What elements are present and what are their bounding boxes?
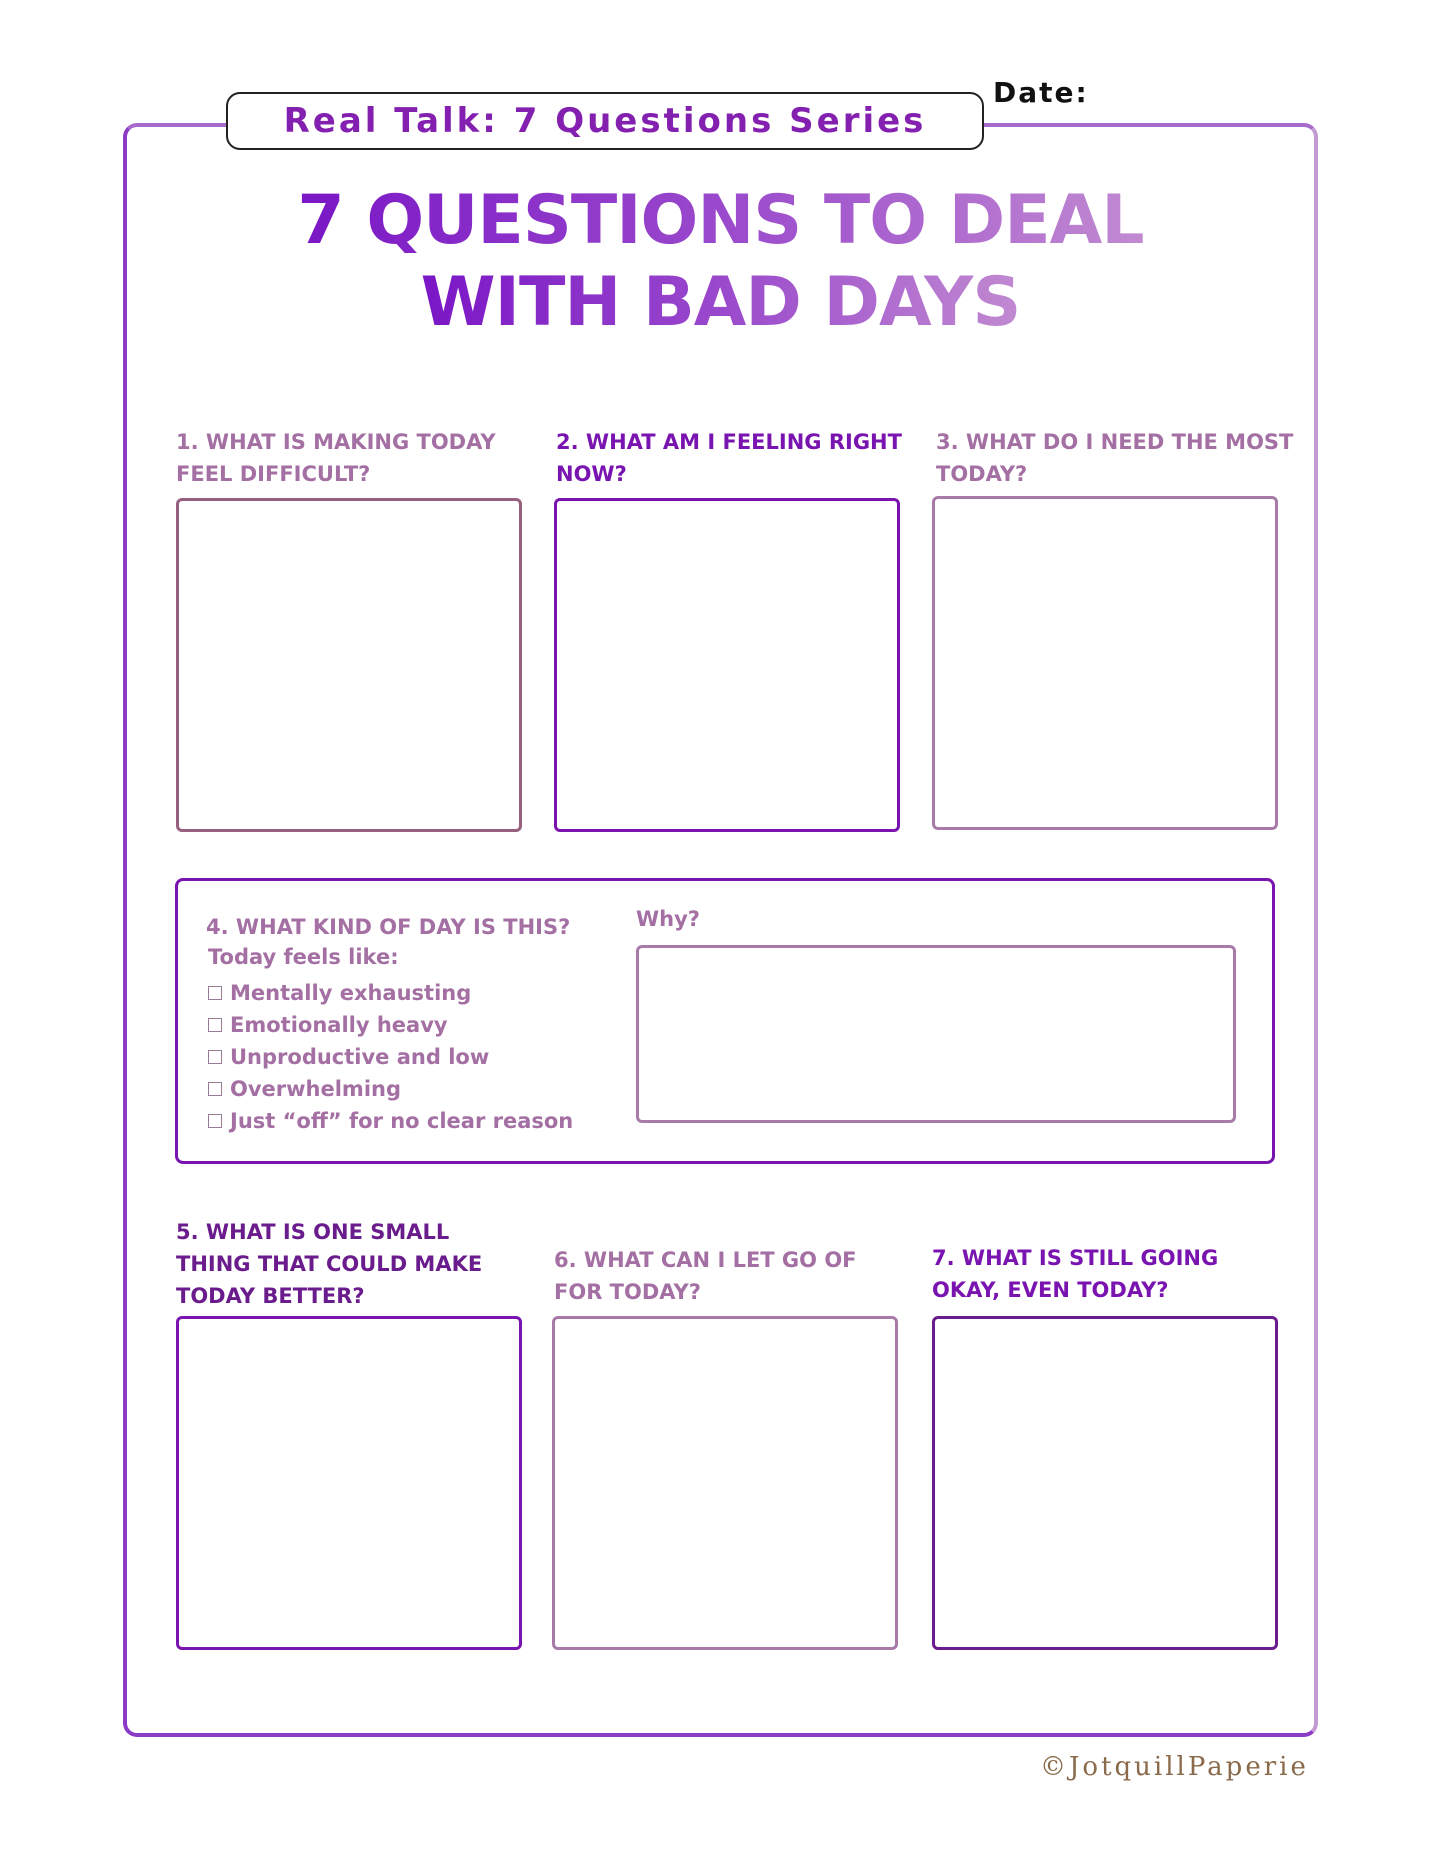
question-1-line-2: FEEL DIFFICULT? <box>176 462 371 486</box>
series-title: Real Talk: 7 Questions Series <box>283 101 927 141</box>
checkbox-icon[interactable] <box>208 1018 222 1032</box>
page-title-line-1: 7 QUESTIONS TO DEAL <box>297 181 1144 260</box>
question-5-line-1: 5. WHAT IS ONE SMALL <box>176 1220 450 1244</box>
question-3-answer-box[interactable] <box>932 496 1278 830</box>
option-unproductive-and-low[interactable] <box>208 1041 573 1073</box>
question-3-line-2: TODAY? <box>936 462 1028 486</box>
page-title-line-2: WITH BAD DAYS <box>420 263 1021 342</box>
question-2-line-1: 2. WHAT AM I FEELING RIGHT <box>556 430 902 454</box>
question-5-label <box>176 1216 482 1312</box>
option-label: Unproductive and low <box>230 1045 490 1069</box>
question-7-answer-box[interactable] <box>932 1316 1278 1650</box>
question-7-line-2: OKAY, EVEN TODAY? <box>932 1278 1169 1302</box>
question-3-label <box>936 426 1293 490</box>
option-label: Just “off” for no clear reason <box>230 1109 574 1133</box>
question-6-line-2: FOR TODAY? <box>554 1280 701 1304</box>
question-3-line-1: 3. WHAT DO I NEED THE MOST <box>936 430 1294 454</box>
option-just-off[interactable] <box>208 1105 573 1137</box>
question-4-panel <box>175 878 1275 1164</box>
option-emotionally-heavy[interactable] <box>208 1009 573 1041</box>
checkbox-icon[interactable] <box>208 986 222 1000</box>
question-5-line-3: TODAY BETTER? <box>176 1284 365 1308</box>
question-7-label <box>932 1242 1218 1306</box>
question-1-line-1: 1. WHAT IS MAKING TODAY <box>176 430 496 454</box>
checkbox-icon[interactable] <box>208 1114 222 1128</box>
page-title <box>123 180 1318 344</box>
question-5-line-2: THING THAT COULD MAKE <box>176 1252 483 1276</box>
option-mentally-exhausting[interactable] <box>208 977 573 1009</box>
question-4-heading: 4. WHAT KIND OF DAY IS THIS? <box>206 915 571 939</box>
question-6-label <box>554 1244 857 1308</box>
copyright-notice: ©JotquillPaperie <box>1040 1752 1309 1782</box>
option-label: Overwhelming <box>230 1077 401 1101</box>
question-2-answer-box[interactable] <box>554 498 900 832</box>
series-header <box>226 92 984 150</box>
question-6-answer-box[interactable] <box>552 1316 898 1650</box>
option-label: Emotionally heavy <box>230 1013 448 1037</box>
date-label: Date: <box>993 76 1089 109</box>
why-label: Why? <box>636 907 700 931</box>
question-4-prompt: Today feels like: <box>208 945 399 969</box>
question-2-label <box>556 426 902 490</box>
option-overwhelming[interactable] <box>208 1073 573 1105</box>
question-1-label <box>176 426 496 490</box>
checkbox-icon[interactable] <box>208 1050 222 1064</box>
question-7-line-1: 7. WHAT IS STILL GOING <box>932 1246 1219 1270</box>
question-4-options <box>208 977 573 1137</box>
question-6-line-1: 6. WHAT CAN I LET GO OF <box>554 1248 857 1272</box>
question-2-line-2: NOW? <box>556 462 627 486</box>
why-answer-box[interactable] <box>636 945 1236 1123</box>
checkbox-icon[interactable] <box>208 1082 222 1096</box>
option-label: Mentally exhausting <box>230 981 472 1005</box>
question-5-answer-box[interactable] <box>176 1316 522 1650</box>
question-1-answer-box[interactable] <box>176 498 522 832</box>
